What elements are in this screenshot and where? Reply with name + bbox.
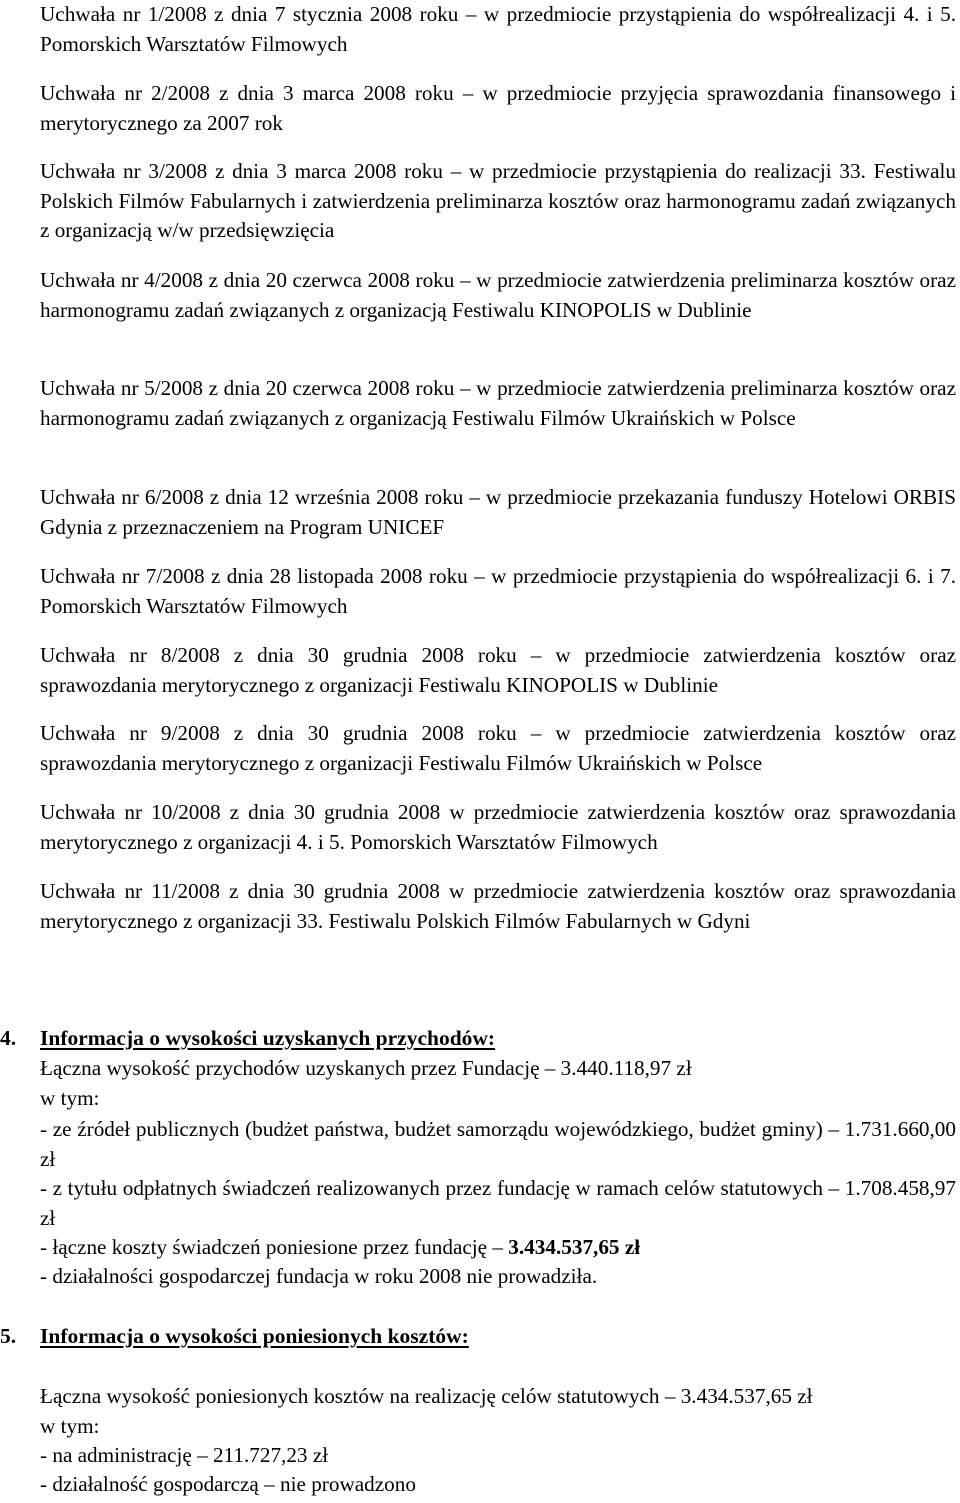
resolution-10: Uchwała nr 10/2008 z dnia 30 grudnia 2008 w przedmiocie zatwierdzenia kosztów oraz sprawozdania merytorycznego z organizacji 4. i 5. Pomorskich Warsztatów Filmowych — [40, 800, 956, 854]
resolution-11: Uchwała nr 11/2008 z dnia 30 grudnia 2008 w przedmiocie zatwierdzenia kosztów oraz sprawozdania merytorycznego z organizacji 33. Festiwalu Polskich Filmów Fabularnych w Gdyni — [40, 879, 956, 933]
total-service-costs — [40, 1233, 956, 1263]
public-sources-income: - ze źródeł publicznych (budżet państwa, budżet samorządu wojewódzkiego, budżet gminy) – 1.731.660,00 zł — [40, 1117, 956, 1171]
resolution-8: Uchwała nr 8/2008 z dnia 30 grudnia 2008 roku – w przedmiocie zatwierdzenia kosztów oraz sprawozdania merytorycznego z organizacji Festiwalu KINOPOLIS w Dublinie — [40, 643, 956, 697]
paid-services-income: - z tytułu odpłatnych świadczeń realizowanych przez fundację w ramach celów statutowych – 1.708.458,97 zł — [40, 1176, 956, 1230]
total-income: Łączna wysokość przychodów uzyskanych przez Fundację – 3.440.118,97 zł — [40, 1056, 692, 1080]
resolution-9: Uchwała nr 9/2008 z dnia 30 grudnia 2008 roku – w przedmiocie zatwierdzenia kosztów oraz sprawozdania merytorycznego z organizacji Festiwalu Filmów Ukraińskich w Polsce — [40, 721, 956, 775]
resolution-2: Uchwała nr 2/2008 z dnia 3 marca 2008 roku – w przedmiocie przyjęcia sprawozdania finansowego i merytorycznego za 2007 rok — [40, 81, 956, 135]
total-service-costs-value: 3.434.537,65 zł — [508, 1235, 641, 1259]
resolution-5: Uchwała nr 5/2008 z dnia 20 czerwca 2008 roku – w przedmiocie zatwierdzenia preliminarza kosztów oraz harmonogramu zadań związanych z organizacją Festiwalu Filmów Ukraińskich w Polsce — [40, 376, 956, 430]
resolution-1: Uchwała nr 1/2008 z dnia 7 stycznia 2008 roku – w przedmiocie przystąpienia do współrealizacji 4. i 5. Pomorskich Warsztatów Filmowych — [40, 2, 956, 56]
resolution-3: Uchwała nr 3/2008 z dnia 3 marca 2008 roku – w przedmiocie przystąpienia do realizacji 33. Festiwalu Polskich Filmów Fabularnych i zatwierdzenia preliminarza kosztów oraz harmonogramu zadań związanych z organizacją w/w przedsięwzięcia — [40, 159, 956, 242]
section-5-title: Informacja o wysokości poniesionych kosztów: — [40, 1324, 469, 1348]
resolution-6: Uchwała nr 6/2008 z dnia 12 września 2008 roku – w przedmiocie przekazania funduszy Hotelowi ORBIS Gdynia z przeznaczeniem na Program UNICEF — [40, 485, 956, 539]
section-4-number: 4. — [0, 1026, 17, 1050]
administration-costs: - na administrację – 211.727,23 zł — [40, 1443, 329, 1467]
resolution-4: Uchwała nr 4/2008 z dnia 20 czerwca 2008 roku – w przedmiocie zatwierdzenia preliminarza kosztów oraz harmonogramu zadań związanych z organizacją Festiwalu KINOPOLIS w Dublinie — [40, 268, 956, 322]
section-4-w-tym: w tym: — [40, 1086, 100, 1110]
section-5-number: 5. — [0, 1324, 17, 1348]
total-service-costs-label: - łączne koszty świadczeń poniesione przez fundację — [40, 1235, 493, 1259]
business-activity-income: - działalności gospodarczej fundacja w roku 2008 nie prowadziła. — [40, 1264, 598, 1288]
section-5-w-tym: w tym: — [40, 1414, 100, 1438]
total-statutory-costs: Łączna wysokość poniesionych kosztów na realizację celów statutowych – 3.434.537,65 zł — [40, 1384, 813, 1408]
section-4-title: Informacja o wysokości uzyskanych przychodów: — [40, 1026, 496, 1050]
business-costs: - działalność gospodarczą – nie prowadzono — [40, 1472, 416, 1496]
dash: – — [492, 1235, 509, 1259]
resolution-7: Uchwała nr 7/2008 z dnia 28 listopada 2008 roku – w przedmiocie przystąpienia do współrealizacji 6. i 7. Pomorskich Warsztatów Filmowych — [40, 564, 956, 618]
